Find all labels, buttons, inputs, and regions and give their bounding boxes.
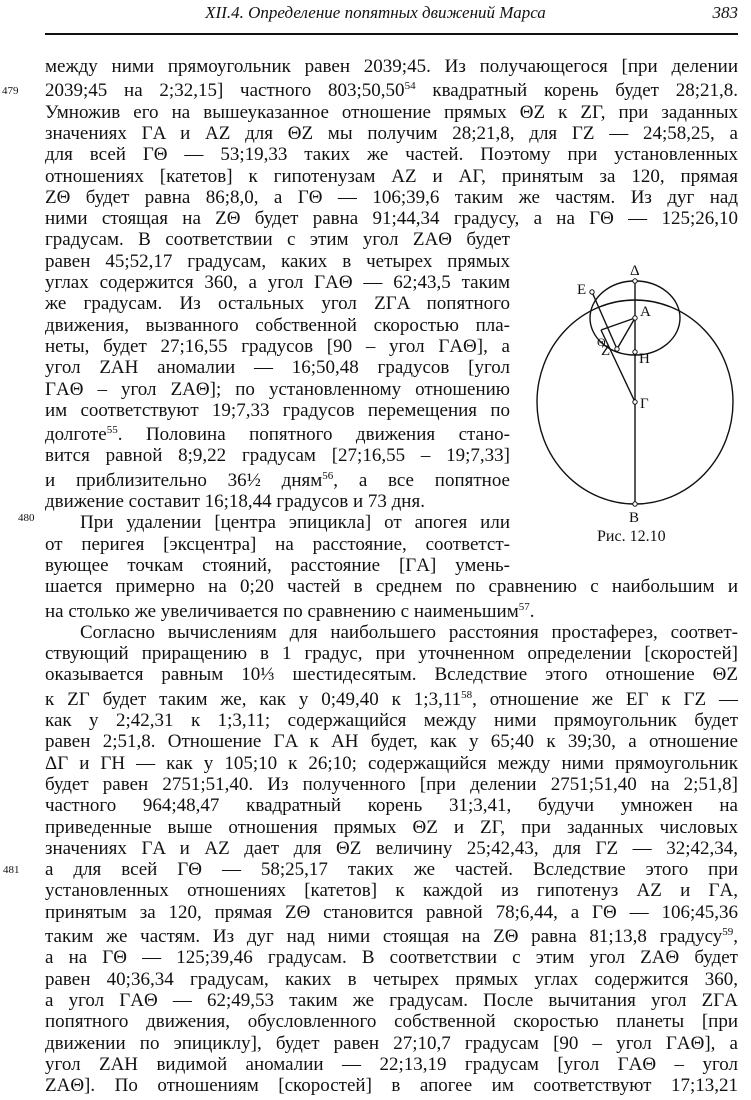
- text-segment: для всей ΓΘ — 53;19,33 таких же частей. Поэтому при установленных: [45, 144, 738, 166]
- point-delta: [633, 279, 637, 283]
- text-line: [45, 880, 738, 902]
- text-line: [45, 424, 510, 446]
- text-line: [80, 622, 738, 644]
- footnote-ref: ^59: [722, 926, 734, 938]
- label-z: Z: [601, 343, 611, 359]
- text-line: [45, 293, 510, 315]
- text-line: [45, 56, 738, 78]
- text-segment: долготе: [45, 424, 107, 446]
- text-segment: квадратный корень будет 28;21,8.: [415, 80, 738, 102]
- text-line: [45, 379, 510, 401]
- text-segment: попятного движения, обусловленного собственной скоростью планеты [при: [45, 1011, 738, 1033]
- text-line: [45, 166, 738, 188]
- text-segment: приведенные выше отношения прямых ΘZ и ZΓ, при заданных числовых: [45, 816, 738, 838]
- text-segment: установленных отношениях [катетов] к каждой из гипотенуз AZ и ΓA,: [45, 880, 738, 902]
- text-line: [45, 710, 738, 732]
- text-line: [45, 664, 738, 686]
- text-segment: ,: [733, 926, 738, 947]
- point-z: [615, 347, 619, 351]
- text-line: [45, 990, 738, 1012]
- margin-note-479: 479: [2, 85, 19, 97]
- text-line: [45, 251, 510, 273]
- text-line: [45, 947, 738, 969]
- text-segment: 2039;45 на 2;32,15] частного 803;50,50: [45, 80, 405, 102]
- text-line: [45, 859, 738, 881]
- text-segment: равен 2;51,8. Отношение ΓA к AH будет, как у 65;40 к 39;30, а отношение: [45, 731, 738, 753]
- text-segment: же градусам. Из остальных угол ZΓA попятного: [45, 293, 510, 315]
- text-line: [45, 470, 510, 492]
- margin-note-480: 480: [18, 512, 35, 524]
- footnote-ref: ^56: [322, 469, 334, 482]
- point-b: [633, 502, 637, 506]
- text-line: [45, 1011, 738, 1033]
- text-segment: к ZΓ будет таким же, как у 0;49,40 к 1;3,11: [45, 688, 462, 710]
- label-a: A: [640, 304, 651, 320]
- text-segment: значениях ΓA и AZ для ΘZ мы получим 28;21,8, для ΓZ — 24;58,25, а: [45, 122, 738, 144]
- margin-note-481: 481: [3, 864, 20, 876]
- text-line: [45, 208, 738, 230]
- text-segment: угол ZAH аномалии — 16;50,48 градусов [угол: [45, 357, 510, 379]
- text-segment: между ними прямоугольник равен 2039;45. Из получающегося [при делении: [45, 56, 738, 77]
- text-line: [45, 969, 738, 991]
- text-line: [45, 902, 738, 924]
- label-b: B: [629, 510, 640, 526]
- text-line: [45, 102, 738, 124]
- text-line: [45, 753, 738, 775]
- text-line: [45, 123, 738, 145]
- text-segment: и приблизительно 36½ дням: [45, 469, 323, 491]
- text-line: [45, 926, 738, 948]
- text-segment: углах содержится 360, а угол ΓAΘ — 62;43,5 таким: [45, 272, 510, 293]
- text-segment: угол ZAH видимой аномалии — 22;13,19 градусам [угол ΓAΘ – угол: [45, 1053, 738, 1075]
- text-line: [45, 643, 738, 665]
- text-line: [45, 315, 510, 337]
- text-line: [45, 534, 510, 556]
- text-segment: Согласно вычислениям для наибольшего расстояния простаферез, соответ-: [80, 621, 738, 643]
- text-line: [45, 601, 738, 623]
- text-line: [45, 357, 510, 379]
- text-segment: . Половина попятного движения стано-: [117, 424, 510, 446]
- text-segment: а для всей ΓΘ — 58;25,17 таких же частей. Вследствие этого при: [45, 859, 738, 881]
- running-header-title: XII.4. Определение попятных движений Марса: [205, 3, 546, 22]
- text-segment: им соответствуют 19;7,33 градусов перемещения по: [45, 399, 510, 421]
- text-line: [45, 731, 738, 753]
- point-h: [633, 350, 637, 354]
- figure-12-10: [520, 260, 750, 560]
- text-segment: таким же частям. Из дуг над ними стоящая на ZΘ равна 81;13,8 градусу: [45, 926, 723, 947]
- text-segment: значениях ΓA и AZ дает для ΘZ величину 25;42,43, для ΓZ — 32;42,34,: [45, 837, 738, 859]
- text-line: [45, 445, 510, 467]
- text-line: [45, 817, 738, 839]
- point-gamma: [633, 400, 637, 404]
- text-line: [80, 512, 510, 534]
- text-segment: оказывается равным 10⅓ шестидесятым. Вследствие этого отношение ΘZ: [45, 664, 738, 686]
- footnote-ref: ^55: [106, 424, 118, 437]
- text-line: [45, 838, 738, 860]
- text-line: [45, 80, 738, 102]
- text-line: [45, 336, 510, 358]
- text-segment: движения, вызванного собственной скоростью пла-: [45, 314, 510, 336]
- label-delta: Δ: [630, 263, 640, 279]
- text-line: [45, 555, 510, 577]
- text-segment: движении по эпициклу], будет равен 27;10,7 градусам [90 – угол ΓAΘ], а: [45, 1032, 738, 1054]
- text-segment: вится равной 8;9,22 градусам [27;16,55 – 19;7,33]: [45, 445, 510, 467]
- text-segment: частного 964;48,47 квадратный корень 31;3,41, будучи умножен на: [45, 795, 738, 817]
- text-line: [45, 774, 738, 796]
- text-segment: градусам. В соответствии с этим угол ZAΘ будет: [45, 229, 510, 251]
- footnote-ref: ^58: [461, 688, 473, 701]
- text-line: [45, 689, 738, 711]
- figure-caption: Рис. 12.10: [597, 528, 666, 545]
- text-segment: равен 45;52,17 градусам, каких в четырех прямых: [45, 250, 510, 272]
- label-h: H: [639, 351, 650, 367]
- text-segment: ними стоящая на ZΘ будет равна 91;44,34 градусу, а на ΓΘ — 125;26,10: [45, 208, 738, 230]
- text-segment: будет равен 2751;51,40. Из полученного [при делении 2751;51,40 на 2;51,8]: [45, 773, 738, 795]
- text-segment: движение составит 16;18,44 градусов и 73 дня.: [45, 491, 425, 512]
- text-segment: .: [529, 600, 535, 622]
- line-a-z: [617, 318, 635, 349]
- text-segment: , а все попятное: [333, 469, 510, 491]
- text-line: [45, 576, 738, 598]
- footnote-ref: ^57: [518, 600, 530, 613]
- text-segment: а на ΓΘ — 125;39,46 градусам. В соответствии с этим угол ZAΘ будет: [45, 947, 738, 969]
- text-line: [45, 1054, 738, 1076]
- text-segment: ΔΓ и ΓH — как у 105;10 к 26;10; содержащийся между ними прямоугольник: [45, 752, 738, 774]
- text-segment: неты, будет 27;16,55 градусов [90 – угол ΓAΘ], а: [45, 335, 510, 357]
- text-line: [45, 1075, 738, 1097]
- text-segment: равен 40;36,34 градусам, каких в четырех прямых углах содержится 360,: [45, 968, 738, 990]
- text-line: [45, 272, 510, 294]
- text-segment: ствующий приращению в 1 градус, при уточненном определении [скоростей]: [45, 643, 738, 665]
- footnote-ref: ^54: [404, 80, 416, 93]
- text-segment: шается примерно на 0;20 частей в среднем по сравнению с наибольшим и: [45, 576, 738, 598]
- text-segment: отношениях [катетов] к гипотенузам AZ и AΓ, принятым за 120, прямая: [45, 165, 738, 187]
- text-segment: на столько же увеличивается по сравнению с наименьшим: [45, 600, 519, 622]
- line-theta-gamma: [601, 330, 635, 402]
- text-line: [45, 795, 738, 817]
- label-e: E: [577, 282, 587, 298]
- text-segment: от перигея [эксцентра] на расстояние, соответст-: [45, 533, 510, 555]
- text-segment: , отношение же EΓ к ΓZ —: [472, 688, 738, 710]
- point-e: [590, 290, 594, 294]
- text-line: [45, 144, 738, 166]
- text-segment: а угол ΓAΘ — 62;49,53 таким же градусам. После вычитания угол ZΓA: [45, 989, 738, 1011]
- text-segment: принятым за 120, прямая ZΘ становится равной 78;6,44, а ΓΘ — 106;45,36: [45, 901, 738, 923]
- text-segment: как у 2;42,31 к 1;3,11; содержащийся между ними прямоугольник будет: [45, 710, 738, 731]
- text-segment: При удалении [центра эпицикла] от апогея или: [80, 512, 510, 534]
- label-theta: Θ: [597, 335, 606, 349]
- page-number: 383: [712, 3, 738, 22]
- text-segment: ZAΘ]. По отношениям [скоростей] в апогее им соответствуют 17;13,21: [45, 1075, 738, 1097]
- text-line: [45, 229, 510, 251]
- text-line: [45, 1033, 738, 1055]
- text-segment: ΓAΘ – угол ZAΘ]; по установленному отношению: [45, 378, 510, 400]
- text-line: [45, 187, 738, 209]
- text-segment: вующее точкам стояний, расстояние [ΓA] умень-: [45, 554, 510, 576]
- point-a: [633, 316, 637, 320]
- text-segment: Умножив его на вышеуказанное отношение прямых ΘZ к ZΓ, при заданных: [45, 101, 738, 123]
- text-line: [45, 400, 510, 422]
- header-rule: [45, 33, 738, 35]
- text-line: [45, 491, 510, 513]
- label-gamma: Γ: [640, 396, 649, 412]
- text-segment: ZΘ будет равна 86;8,0, а ΓΘ — 106;39,6 таким же частям. Из дуг над: [45, 186, 738, 208]
